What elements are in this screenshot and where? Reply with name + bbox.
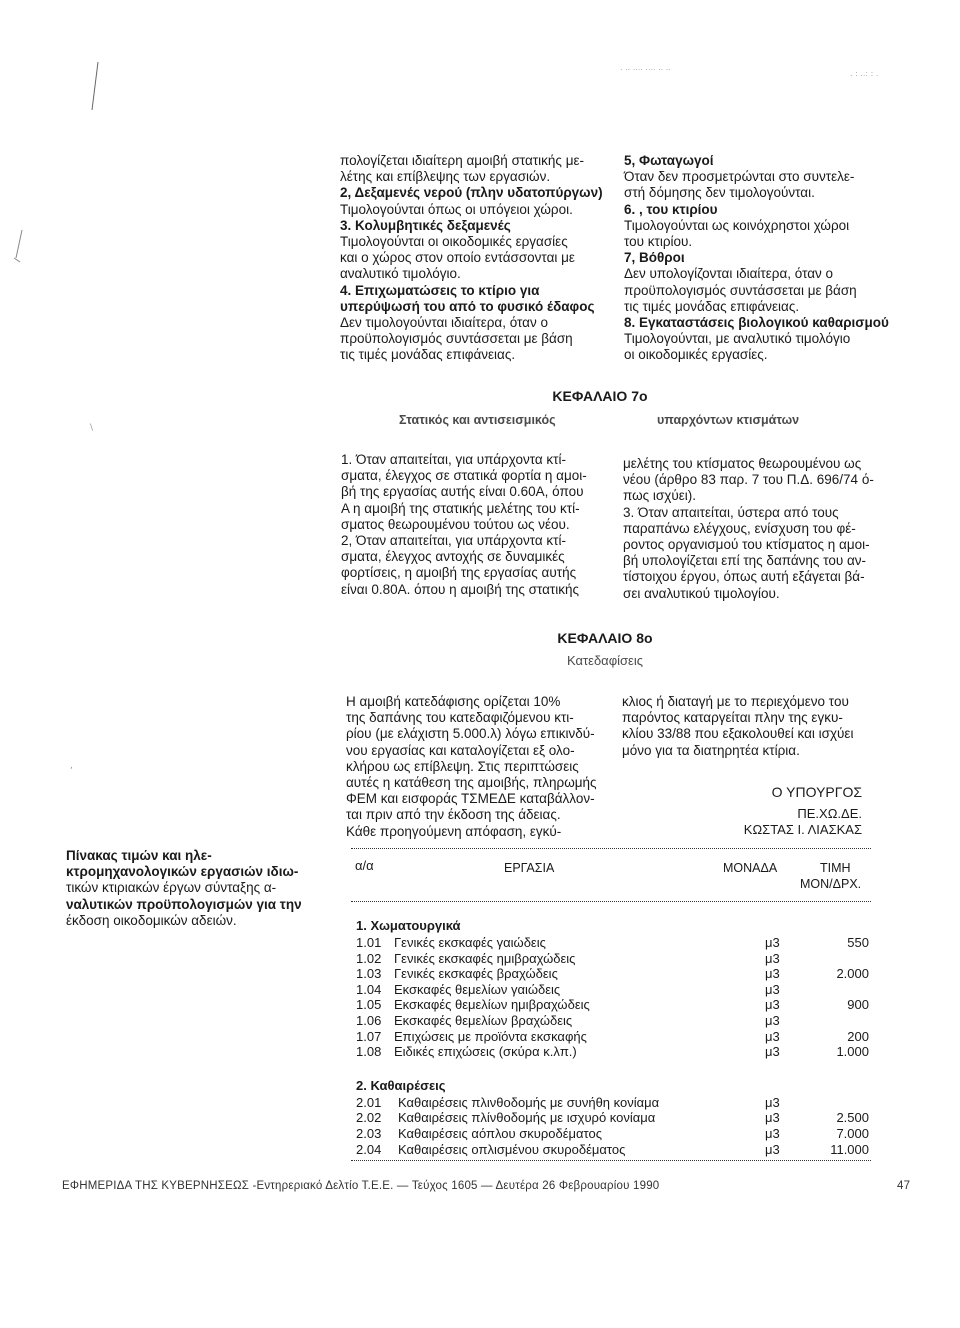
row-unit: μ3 [765,1110,780,1126]
chapter7-left-line: σματα, έλεγχος σε στατικά φορτία η αμοι- [341,468,587,484]
top-right-line: στή δόμησης δεν τιμολογούνται. [624,185,815,201]
chapter7-right-line: 3. Όταν απαιτείται, ύστερα από τους [623,504,839,520]
svg-text:. .. .... .... .. ..: . .. .... .... .. .. [620,63,671,72]
chapter8-right-line: κλίου 33/88 που εξακολουθεί και ισχύει [622,726,854,742]
row-unit: μ3 [765,950,780,966]
row-unit: μ3 [765,1126,780,1141]
caption-line: τικών κτιριακών έργων σύνταξης α- [66,880,277,896]
top-left-line: πολογίζεται ιδιαίτερη αμοιβή στατικής με- [340,153,584,168]
chapter8-right-line: μόνο για τα διατηρητέα κτίρια. [622,742,800,758]
row-number: 1.03 [356,966,382,982]
row-number: 1.01 [356,935,382,950]
row-price: 7.000 [836,1126,869,1141]
chapter8-title: ΚΕΦΑΛΑΙΟ 8ο [557,630,653,646]
row-number: 1.08 [356,1044,382,1060]
table-row [356,1126,871,1142]
row-unit: μ3 [765,997,780,1013]
table-group-heading: 2. Καθαιρέσεις [356,1077,446,1093]
row-work: Καθαιρέσεις πλίνθοδομής με ισχυρό κονίαμα [398,1110,656,1126]
chapter7-left-line: 2, Όταν απαιτείται, για υπάρχοντα κτί- [341,533,566,549]
table-row [356,966,871,982]
header-work: ΕΡΓΑΣΙΑ [504,861,555,875]
row-number: 2.03 [356,1126,382,1141]
top-right-line: 7, Βόθροι [624,250,685,266]
chapter7-title: ΚΕΦΑΛΑΙΟ 7ο [552,388,648,404]
table-row [356,982,871,998]
chapter8-left-line: Κάθε προηγούμενη απόφαση, εγκύ- [346,823,562,839]
table-top-rule [351,848,871,849]
chapter8-left-line: αυτές η κατάθεση της αμοιβής, πληρωμής [346,775,597,791]
chapter7-right-line: τίστοιχου έργου, όπως αυτή εξάγεται βά- [623,569,865,585]
row-unit: μ3 [765,981,780,997]
row-price: 2.500 [836,1110,869,1126]
row-unit: μ3 [765,1044,780,1060]
top-right-line: 5, Φωταγωγοί [624,153,714,168]
chapter8-left-column [346,694,608,840]
row-unit: μ3 [765,1094,780,1110]
top-left-line: τις τιμές μονάδας επιφάνειας. [340,347,516,363]
row-number: 1.04 [356,981,382,997]
svg-text:,: , [70,761,73,771]
chapter8-left-line: Η αμοιβή κατεδάφισης ορίζεται 10% [346,694,561,709]
chapter8-left-line: νου εργασίας και καταλογίζεται εξ ολο- [346,742,575,758]
chapter7-right-line: πως ισχύει). [623,488,696,504]
page-footer: ΕΦΗΜΕΡΙΔΑ ΤΗΣ ΚΥΒΕΡΝΗΣΕΩΣ -Εντηρεριακό Δελτίο Τ.Ε.Ε. — Τεύχος 1605 — Δευτέρα 26 Φεβρουαρίου 1990 [62,1180,660,1192]
row-number: 1.02 [356,950,382,966]
top-left-line: και ο χώρος στον οποίο εντάσσονται με [340,250,575,266]
chapter7-left-line: σματος θεωρουμένου τούτου ως νέου. [341,516,570,532]
chapter7-right-line: σει αναλυτικού τιμολογίου. [623,585,780,601]
signature-block [700,784,862,839]
table-row [356,935,871,951]
svg-text:. : ..: : .: . : ..: : . [850,69,879,78]
row-price: 2.000 [836,966,869,982]
top-right-line: Τιμολογούνται ως κοινόχρηστοι χώροι [624,217,850,233]
row-number: 2.01 [356,1094,382,1110]
caption-line: ναλυτικών προϋπολογισμών για την [66,896,302,912]
chapter7-left-line: είναι 0.80Α. όπου η αμοιβή της στατικής [341,581,580,597]
top-right-line: του κτιρίου. [624,234,693,250]
row-unit: μ3 [765,966,780,982]
row-work: Γενικές εκσκαφές γαιώδεις [394,935,546,950]
table-row [356,1044,871,1060]
chapter8-left-line: της δαπάνης του κατεδαφιζόμενου κτι- [346,710,574,726]
row-number: 1.07 [356,1028,382,1044]
chapter7-subtitle-right: υπαρχόντων κτισμάτων [657,413,800,427]
chapter7-left-line: 1. Όταν απαιτείται, για υπάρχοντα κτί- [341,452,566,467]
row-price: 550 [847,935,869,950]
row-work: Καθαιρέσεις αόπλου σκυροδέματος [398,1126,602,1141]
top-right-line: Όταν δεν προσμετρώνται στο συντελε- [624,169,855,185]
row-unit: μ3 [765,1028,780,1044]
chapter8-left-line: ΦΕΜ και εισφοράς ΤΣΜΕΔΕ καταβάλλον- [346,791,595,807]
table-row [356,1110,871,1126]
table-row [356,1095,871,1111]
top-left-line: υπερύψωσή του από το φυσικό έδαφος [340,298,595,314]
caption-line: Πίνακας τιμών και ηλε- [66,848,212,863]
top-left-column [340,153,602,364]
top-right-line: 6. , του κτιρίου [624,201,718,217]
table-row [356,1029,871,1045]
top-right-line: προϋπολογισμός συντάσσεται με βάση [624,282,857,298]
chapter8-right-column [622,694,894,759]
chapter8-left-line: κλήρου ως επίβλεψη. Στις περιπτώσεις [346,758,579,774]
table-bottom-rule [351,1160,871,1161]
top-left-line: Τιμολογούνται όπως οι υπόγειοι χώροι. [340,201,573,217]
top-right-line: Δεν υπολογίζονται ιδιαίτερα, όταν ο [624,266,834,282]
top-right-line: 8. Εγκαταστάσεις βιολογικού καθαρισμού [624,315,889,331]
chapter7-left-line: φορτίσεις, η αμοιβή της εργασίας αυτής [341,565,577,581]
signature-name: ΚΩΣΤΑΣ Ι. ΛΙΑΣΚΑΣ [743,822,862,838]
header-unit: ΜΟΝΑΔΑ [723,861,778,875]
table-header-rule [351,901,871,902]
caption-line: έκδοση οικοδομικών αδειών. [66,912,237,928]
header-price-1: ΤΙΜΗ [820,861,851,875]
row-unit: μ3 [765,1013,780,1028]
top-left-line: Τιμολογούνται οι οικοδομικές εργασίες [340,234,568,250]
row-work: Εκσκαφές θεμελίων βραχώδεις [394,1013,573,1028]
chapter7-right-line: μελέτης του κτίσματος θεωρουμένου ως [623,456,862,471]
chapter7-right-line: βή υπολογίζεται επί της δαπάνης του αν- [623,553,867,569]
chapter7-left-line: σματα, έλεγχος αντοχής σε δυναμικές [341,549,565,565]
header-no: α/α [355,858,374,873]
table-row [356,1013,871,1029]
top-left-line: προϋπολογισμός συντάσσεται με βάση [340,331,573,347]
row-number: 1.06 [356,1013,382,1028]
table-group-heading: 1. Χωματουργικά [356,918,461,933]
top-left-line: αναλυτικό τιμολόγιο. [340,266,461,282]
top-left-line: 4. Επιχωματώσεις το κτίριο για [340,282,540,298]
row-unit: μ3 [765,1141,780,1157]
top-right-line: οι οικοδομικές εργασίες. [624,347,768,363]
row-price: 11.000 [830,1141,869,1157]
signature-minister: Ο ΥΠΟΥΡΓΟΣ [771,784,862,800]
table-row [356,997,871,1013]
row-work: Γενικές εκσκαφές ημιβραχώδεις [394,950,576,966]
row-work: Γενικές εκσκαφές βραχώδεις [394,966,558,982]
chapter7-right-line: νέου (άρθρο 83 παρ. 7 του Π.Δ. 696/74 ό- [623,472,874,488]
row-price: 200 [847,1028,869,1044]
table-caption [66,848,331,929]
chapter8-right-line: κλιος ή διαταγή με το περιεχόμενο του [622,694,849,709]
chapter7-right-column [623,456,895,602]
chapter7-subtitle-left: Στατικός και αντισεισμικός [399,413,556,427]
chapter8-subtitle: Κατεδαφίσεις [566,653,643,668]
row-number: 2.02 [356,1110,382,1126]
chapter7-right-line: ροντος οργανισμού του κτίσματος η αμοι- [623,537,870,553]
chapter7-left-column [341,452,603,598]
row-unit: μ3 [765,935,780,950]
top-left-line: λέτης και επίβλεψης των εργασιών. [340,169,551,185]
top-right-line: τις τιμές μονάδας επιφάνειας. [624,298,800,314]
signature-ministry: ΠΕ.ΧΩ.ΔΕ. [797,806,862,822]
table-row [356,1142,871,1158]
row-number: 2.04 [356,1141,382,1157]
chapter7-left-line: βή της εργασίας αυτής είναι 0.60Α, όπου [341,484,584,500]
row-price: 900 [847,997,869,1013]
row-price: 1.000 [836,1044,869,1060]
top-right-column [624,153,896,364]
chapter7-left-line: Α η αμοιβή της στατικής μελέτης του κτί- [341,500,580,516]
page-number: 47 [897,1180,911,1192]
row-work: Εκσκαφές θεμελίων ημιβραχώδεις [394,997,590,1013]
row-work: Εκσκαφές θεμελίων γαιώδεις [394,981,561,997]
top-left-line: 3. Κολυμβητικές δεξαμενές [340,217,511,233]
row-work: Επιχώσεις με προϊόντα εκσκαφής [394,1028,587,1044]
caption-line: κτρομηχανολογικών εργασιών ιδιω- [66,864,299,880]
top-left-line: Δεν τιμολογούνται ιδιαίτερα, όταν ο [340,315,548,331]
chapter7-right-line: παραπάνω ελέγχους, ενίσχυση του φέ- [623,520,856,536]
row-work: Καθαιρέσεις οπλισμένου σκυροδέματος [398,1141,626,1157]
row-work: Καθαιρέσεις πλινθοδομής με συνήθη κονίαμα [398,1094,660,1110]
chapter8-left-line: ται πριν από την έκδοση της άδειας. [346,807,561,823]
top-right-line: Τιμολογούνται, με αναλυτικό τιμολόγιο [624,331,851,347]
header-price-2: ΜΟΝ/ΔΡΧ. [800,877,862,891]
top-left-line: 2, Δεξαμενές νερού (πλην υδατοπύργων) [340,185,603,201]
svg-text:\: \ [90,423,94,433]
chapter8-left-line: ρίου (με ελάχιστη 5.000.λ) λόγω επικινδύ- [346,726,595,742]
row-work: Ειδικές επιχώσεις (σκύρα κ.λπ.) [394,1044,577,1060]
table-row [356,951,871,967]
row-number: 1.05 [356,997,382,1013]
chapter8-right-line: παρόντος καταργείται πλην της εγκυ- [622,710,843,726]
